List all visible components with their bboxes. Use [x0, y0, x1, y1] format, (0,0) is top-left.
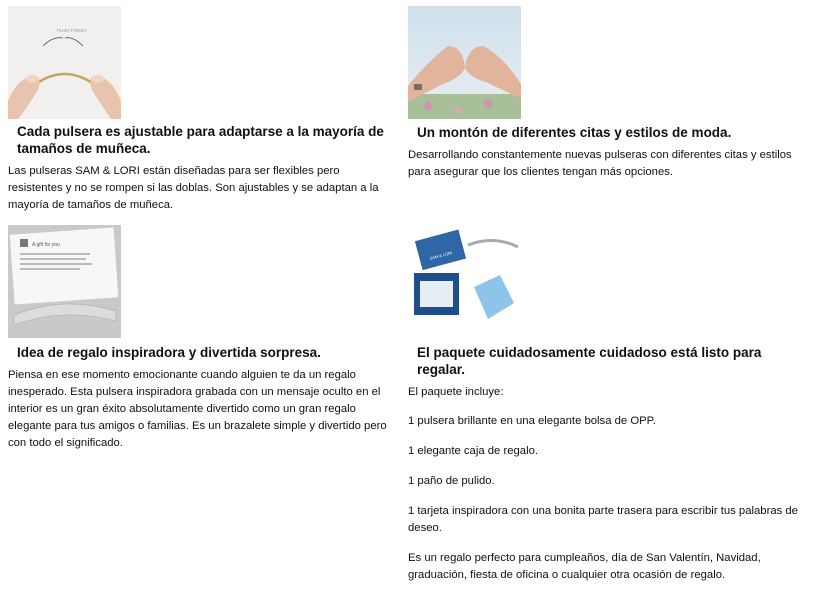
feature-package [408, 225, 803, 597]
package-item: 1 paño de pulido. [408, 475, 495, 487]
gift-card-text: A gift for you [32, 242, 60, 248]
bracelet-hands-image [8, 6, 121, 119]
section-title: Un montón de diferentes citas y estilos de moda. [417, 125, 732, 140]
package-contents-image [408, 225, 521, 325]
push-firmly-text: PUSH FIRMLY [57, 28, 87, 33]
section-body: Desarrollando constantemente nuevas pulseras con diferentes citas y estilos para asegurar que los clientes tengan más opciones. [408, 149, 792, 178]
heart-hands-image [408, 6, 521, 119]
package-item: 1 elegante caja de regalo. [408, 445, 539, 457]
feature-adjustable [8, 6, 403, 214]
feature-gift-idea [8, 225, 403, 452]
section-title: El paquete cuidadosamente cuidadoso está listo para regalar. [417, 345, 762, 377]
package-item: 1 tarjeta inspiradora con una bonita parte trasera para escribir tus palabras de deseo. [408, 505, 798, 534]
package-intro: El paquete incluye: [408, 386, 504, 398]
section-title: Cada pulsera es ajustable para adaptarse a la mayoría de tamaños de muñeca. [17, 124, 384, 156]
box-logo-text: SAM & LORI [429, 250, 453, 261]
gift-card-image [8, 225, 121, 338]
section-body: Piensa en ese momento emocionante cuando alguien te da un regalo inesperado. Esta pulsera inspiradora grabada con un mensaje oculto en el interior es un gran éxito absolutamente divertido como un gran regalo elegante para tus amigos o familias. Es un brazalete simple y divertido pero con todo el significado. [8, 369, 387, 449]
package-item: 1 pulsera brillante en una elegante bolsa de OPP. [408, 415, 656, 427]
feature-quotes-styles [408, 6, 803, 181]
section-body: Las pulseras SAM & LORI están diseñadas para ser flexibles pero resistentes y no se rompen si las doblas. Son ajustables y se adaptan a la mayoría de tamaños de muñeca. [8, 165, 379, 211]
package-closing: Es un regalo perfecto para cumpleaños, día de San Valentín, Navidad, graduación, fiesta de oficina o cualquier otra ocasión de regalo. [408, 552, 761, 581]
section-title: Idea de regalo inspiradora y divertida sorpresa. [17, 345, 321, 360]
